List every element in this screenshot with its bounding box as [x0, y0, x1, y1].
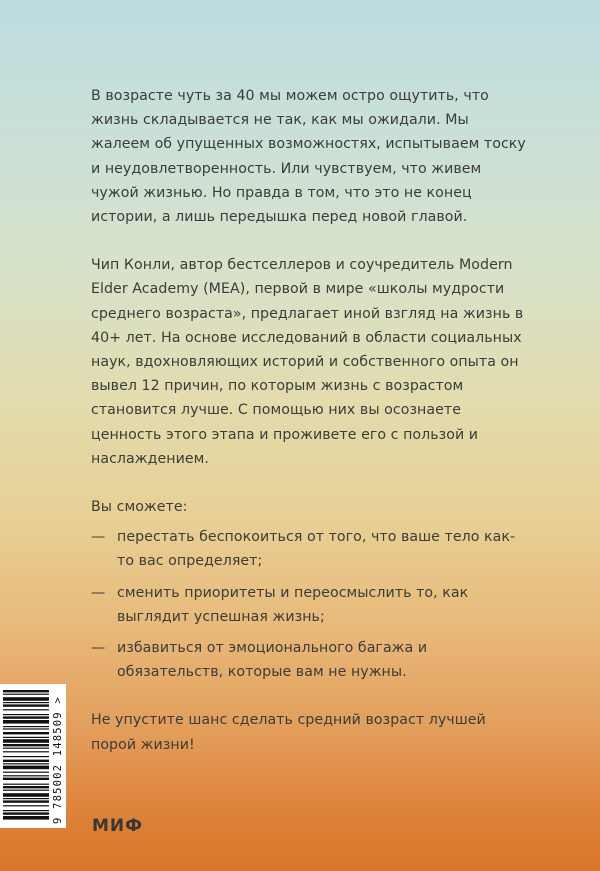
barcode-bar: [3, 697, 49, 701]
barcode-bar: [3, 772, 49, 773]
barcode-bar: [3, 778, 49, 780]
barcode-bar: [3, 805, 49, 806]
list-item-text: перестать беспокоиться от того, что ваше тело как-то вас определяет;: [117, 529, 516, 570]
list-item: [91, 581, 531, 629]
barcode-bar: [3, 694, 49, 695]
back-cover-text: [91, 84, 531, 781]
barcode-bar: [3, 732, 49, 734]
dash-marker: —: [91, 640, 106, 657]
barcode-number: 9 785002 148509: [52, 711, 64, 824]
barcode-bar: [3, 751, 49, 752]
barcode-bar: [3, 756, 49, 757]
barcode-bar: [3, 744, 49, 746]
barcode-bar: [3, 810, 49, 811]
barcode-bar: [3, 790, 49, 791]
barcode-suffix: >: [52, 696, 64, 704]
dash-marker: —: [91, 529, 106, 546]
barcode-bar: [3, 775, 49, 776]
barcode-bar: [3, 784, 49, 785]
barcode: [0, 684, 66, 828]
barcode-bar: [3, 702, 49, 703]
dash-marker: —: [91, 584, 106, 601]
barcode-bar: [3, 716, 49, 718]
barcode-bar: [3, 812, 49, 814]
list-item-text: сменить приоритеты и переосмыслить то, как выглядит успешная жизнь;: [117, 584, 469, 625]
barcode-bar: [3, 704, 49, 706]
barcode-bar: [3, 690, 49, 692]
barcode-bar: [3, 760, 49, 762]
author-paragraph: Чип Конли, автор бестселлеров и соучредитель Modern Elder Academy (MEA), первой в мире «школы мудрости среднего возраста», предлагает иной взгляд на жизнь в 40+ лет. На основе исследований в области социальных наук, вдохновляющих историй и собственного опыта он вывел 12 причин, по которым жизнь с возрастом становится лучше. С помощью них вы осознаете ценность этого этапа и проживете его с пользой и наслаждением.: [91, 257, 524, 467]
barcode-bars: [0, 684, 50, 828]
publisher-logo: МИФ: [92, 816, 144, 836]
barcode-bar: [3, 728, 49, 729]
list-item: [91, 636, 531, 684]
barcode-bar: [3, 714, 49, 715]
intro-paragraph: В возрасте чуть за 40 мы можем остро ощутить, что жизнь складывается не так, как мы ожидали. Мы жалеем об упущенных возможностях, испытываем тоску и неудовлетворенность. Или чувствуем, что живем чужой жизнью. Но правда в том, что это не конец истории, а лишь передышка перед новой главой.: [91, 88, 526, 226]
barcode-bar: [3, 786, 49, 788]
list-item: [91, 525, 531, 573]
benefits-list: [91, 525, 531, 684]
barcode-bar: [3, 798, 49, 799]
barcode-digits: [52, 674, 64, 824]
barcode-bar: [3, 763, 49, 764]
list-item-text: избавиться от эмоционального багажа и обязательств, которые вам не нужны.: [117, 640, 428, 681]
barcode-bar: [3, 726, 49, 727]
closing-paragraph: Не упустите шанс сделать средний возраст лучшей порой жизни!: [91, 712, 486, 753]
list-intro: Вы сможете:: [91, 499, 188, 516]
barcode-bar: [3, 816, 49, 820]
barcode-bar: [3, 737, 49, 738]
barcode-bar: [3, 748, 49, 749]
barcode-bar: [3, 793, 49, 797]
barcode-bar: [3, 739, 49, 743]
barcode-bar: [3, 720, 49, 724]
barcode-bar: [3, 766, 49, 770]
barcode-bar: [3, 709, 49, 710]
barcode-bar: [3, 800, 49, 802]
